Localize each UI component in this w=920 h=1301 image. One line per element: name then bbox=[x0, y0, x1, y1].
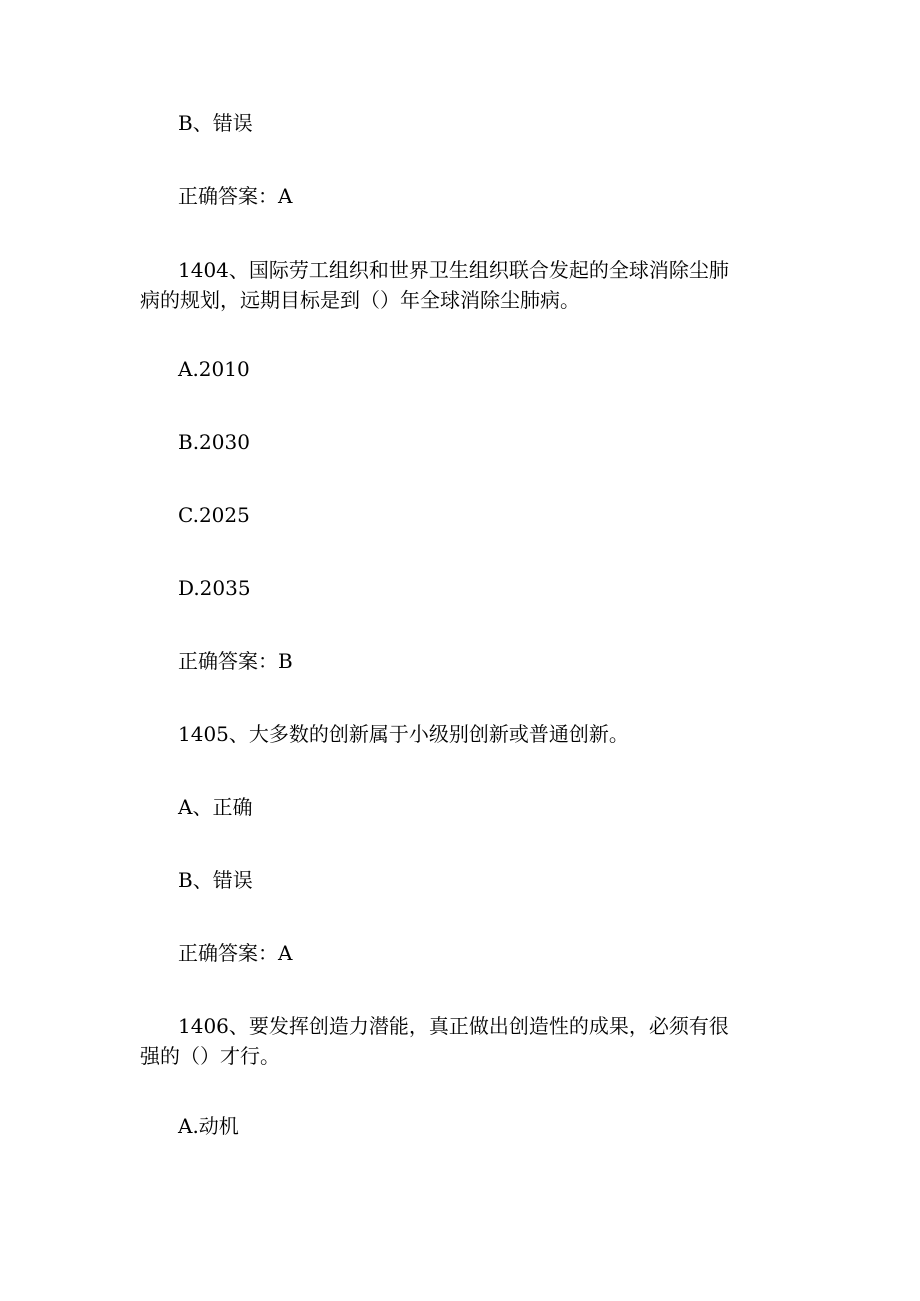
question-1404-option-a: A.2010 bbox=[178, 357, 250, 381]
question-1406-line1: 1406、要发挥创造力潜能，真正做出创造性的成果，必须有很 bbox=[178, 1014, 729, 1038]
question-1406-line2: 强的（）才行。 bbox=[140, 1044, 280, 1068]
question-1405-option-a: A、正确 bbox=[178, 795, 253, 819]
question-1404-answer: 正确答案：B bbox=[178, 649, 293, 673]
question-1406-option-a: A.动机 bbox=[178, 1114, 239, 1138]
question-1405-answer: 正确答案：A bbox=[178, 941, 293, 965]
question-1404-line2: 病的规划，远期目标是到（）年全球消除尘肺病。 bbox=[140, 288, 580, 312]
question-1404-option-c: C.2025 bbox=[178, 503, 250, 527]
question-1404-option-b: B.2030 bbox=[178, 430, 250, 454]
question-1404-line1: 1404、国际劳工组织和世界卫生组织联合发起的全球消除尘肺 bbox=[178, 258, 729, 282]
question-1405-option-b: B、错误 bbox=[178, 868, 253, 892]
question-1404-option-d: D.2035 bbox=[178, 576, 251, 600]
question-1405-line1: 1405、大多数的创新属于小级别创新或普通创新。 bbox=[178, 722, 629, 746]
prev-option-b: B、错误 bbox=[178, 111, 253, 135]
prev-answer: 正确答案：A bbox=[178, 184, 293, 208]
